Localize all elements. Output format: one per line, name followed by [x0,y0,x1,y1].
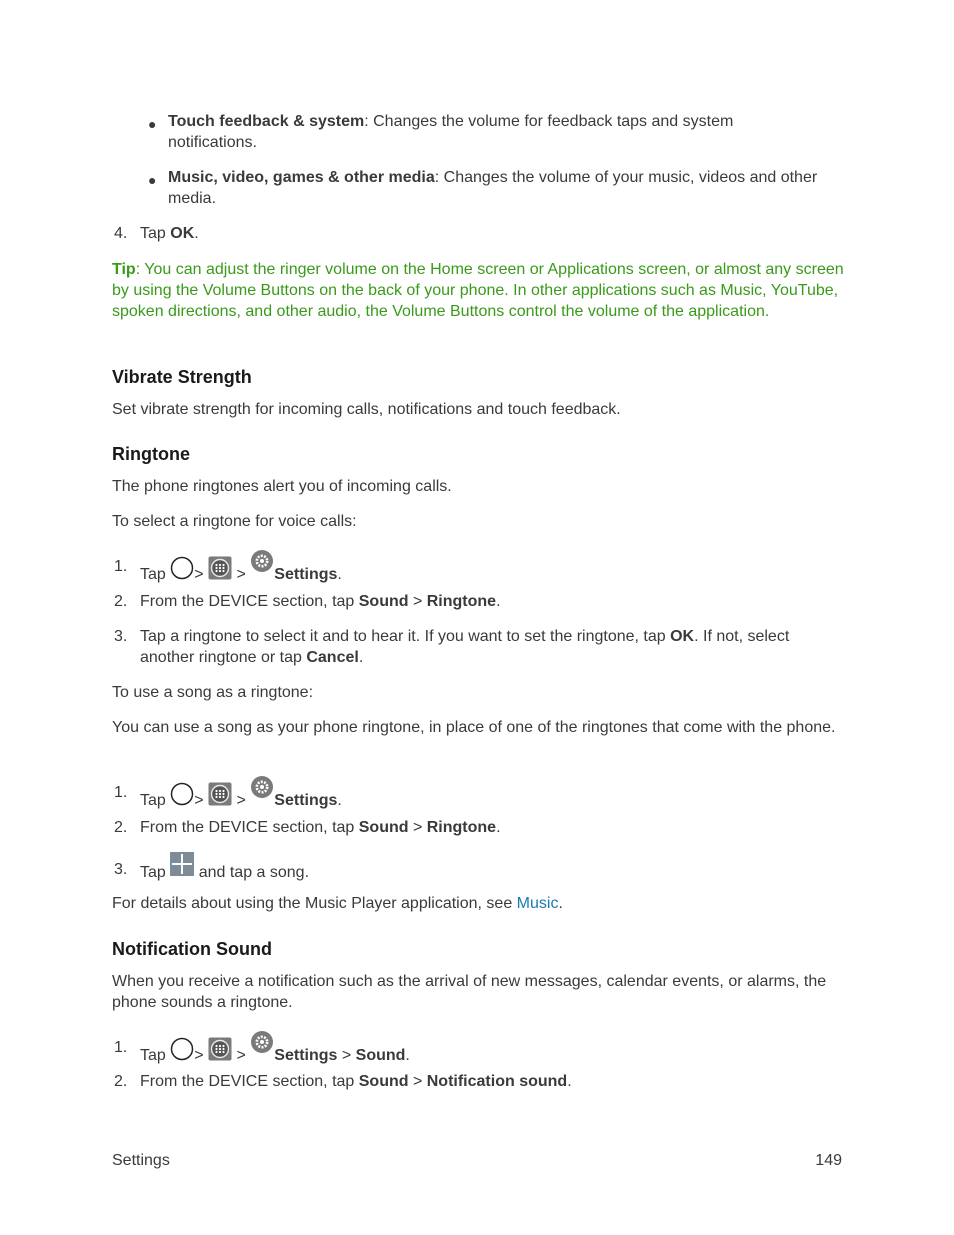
home-circle-icon [170,556,194,580]
step-tap-ok: Tap OK. [140,225,199,242]
step-number: 3. [114,628,128,645]
step-number: 2. [114,593,128,610]
step-sound-notification: From the DEVICE section, tap Sound > Notification sound. [140,1073,572,1090]
home-circle-icon [170,782,194,806]
apps-grid-icon [208,782,232,806]
footer-page-number: 149 [815,1152,842,1169]
step-open-settings: Tap > > Settings. [140,775,820,815]
apps-grid-icon [208,556,232,580]
step-open-settings-sound: Tap > > Settings > Sound. [140,1030,820,1070]
footer-section-name: Settings [112,1152,170,1169]
bullet-dot: ● [148,116,157,132]
step-number: 3. [114,861,128,878]
song-description: You can use a song as your phone ringtone, in place of one of the ringtones that come with the phone. [112,719,836,736]
bullet-touch-feedback: Touch feedback & system: Changes the volume for feedback taps and system notifications. [168,113,734,151]
tip-paragraph: Tip: You can adjust the ringer volume on the Home screen or Applications screen, or almost any screen by using the Volume Buttons on the back of your phone. In other applications such as Music, YouTube, spoken directions, and other audio, the Volume Buttons control the volume of the application. [112,261,844,320]
heading-ringtone: Ringtone [112,444,190,464]
settings-gear-icon [250,775,274,799]
step-select-ringtone: Tap a ringtone to select it and to hear it. If you want to set the ringtone, tap OK. If not, select another ringtone or tap Cancel. [140,628,790,666]
bullet-dot: ● [148,172,157,188]
vibrate-description: Set vibrate strength for incoming calls, notifications and touch feedback. [112,401,621,418]
notification-description: When you receive a notification such as the arrival of new messages, calendar events, or alarms, the phone sounds a ringtone. [112,973,827,1011]
step-number: 1. [114,1039,128,1056]
step-sound-ringtone: From the DEVICE section, tap Sound > Ringtone. [140,593,501,610]
add-plus-icon [170,852,194,876]
home-circle-icon [170,1037,194,1061]
heading-notification-sound: Notification Sound [112,939,272,959]
song-intro: To use a song as a ringtone: [112,684,314,701]
step-number: 1. [114,558,128,575]
step-tap-add-song: Tap and tap a song. [140,852,820,887]
step-number: 4. [114,225,128,242]
step-sound-ringtone: From the DEVICE section, tap Sound > Ringtone. [140,819,501,836]
bullet-music-media: Music, video, games & other media: Changes the volume of your music, videos and other media. [168,169,818,207]
step-number: 2. [114,819,128,836]
ringtone-select-intro: To select a ringtone for voice calls: [112,513,357,530]
step-number: 2. [114,1073,128,1090]
settings-gear-icon [250,1030,274,1054]
step-open-settings: Tap > > Settings. [140,549,820,589]
step-number: 1. [114,784,128,801]
apps-grid-icon [208,1037,232,1061]
settings-gear-icon [250,549,274,573]
ringtone-intro: The phone ringtones alert you of incoming calls. [112,478,452,495]
heading-vibrate-strength: Vibrate Strength [112,367,252,387]
music-link[interactable]: Music [516,895,559,912]
music-details: For details about using the Music Player application, see Music. [112,895,563,912]
